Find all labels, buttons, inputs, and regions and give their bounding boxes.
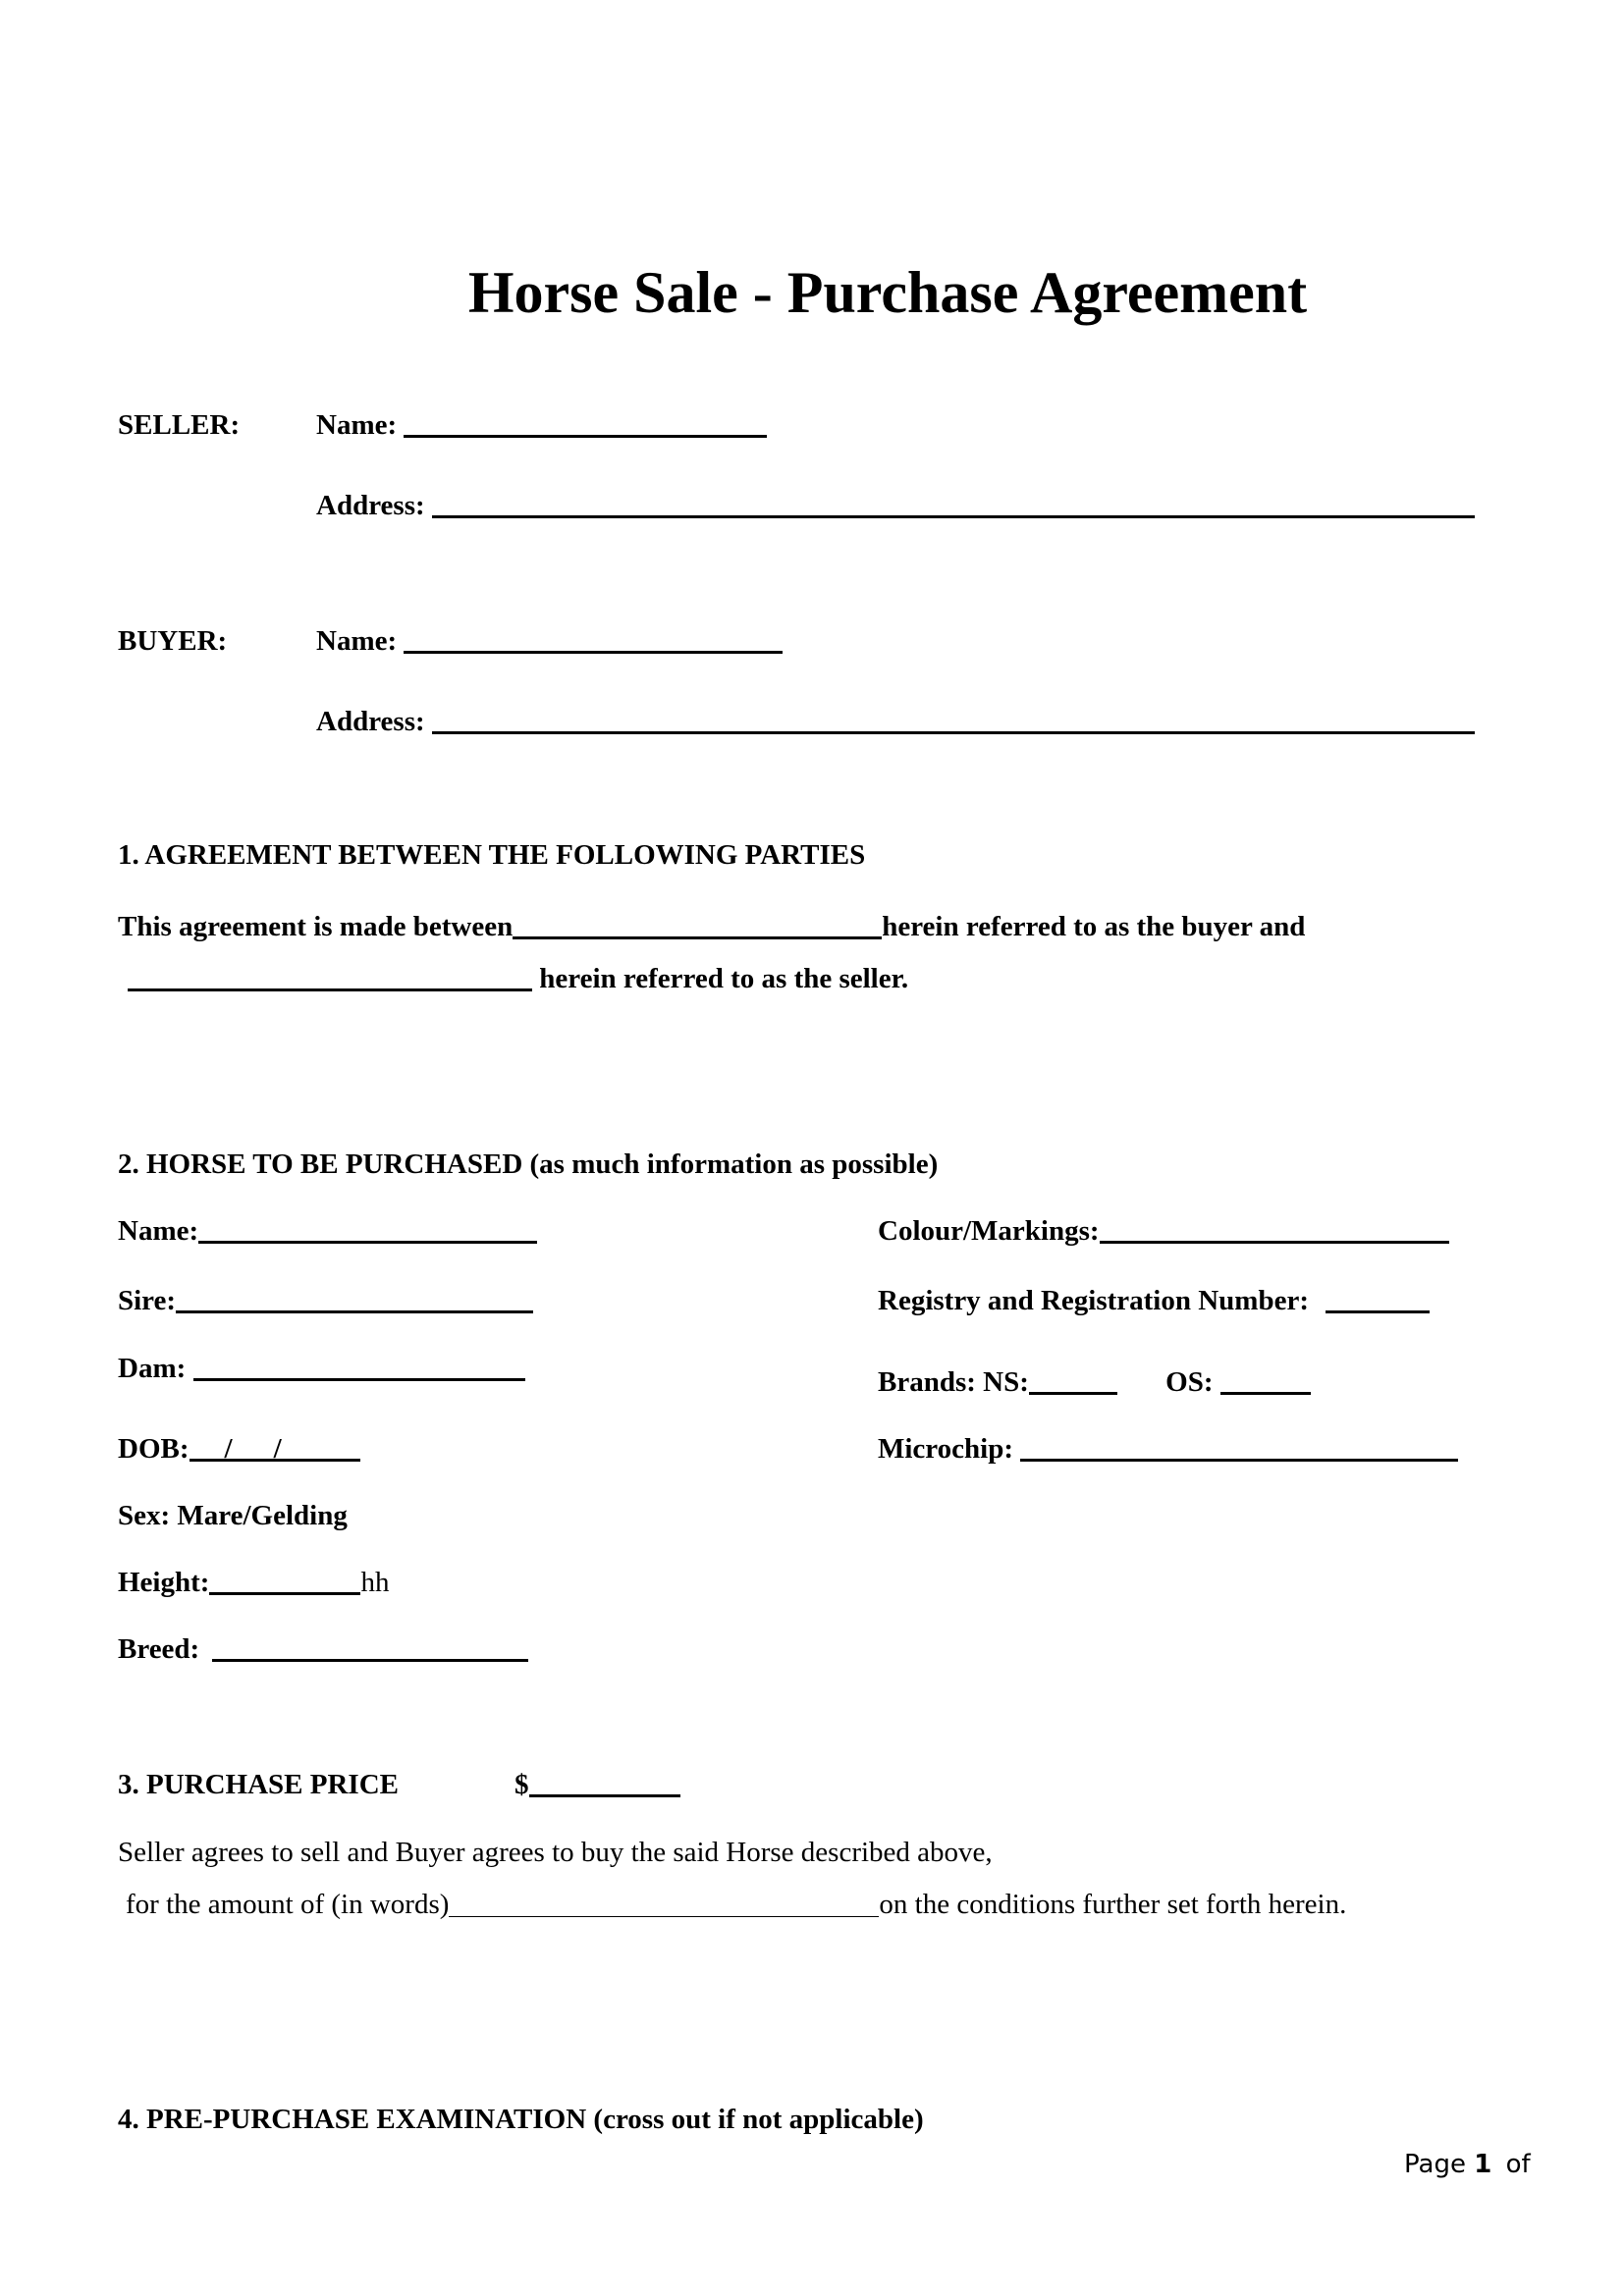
dob-day-field[interactable] xyxy=(189,1431,225,1462)
seller-address-row xyxy=(316,488,1475,523)
seller-label: SELLER: xyxy=(118,409,241,441)
horse-name-row xyxy=(118,1213,537,1249)
buyer-name-label: Name: xyxy=(316,625,398,657)
page-prefix: Page xyxy=(1404,2150,1466,2179)
brands-ns-field[interactable] xyxy=(1029,1364,1117,1395)
dam-row xyxy=(118,1351,525,1386)
page-number: 1 xyxy=(1474,2150,1492,2179)
dam-field[interactable] xyxy=(193,1351,525,1381)
colour-row xyxy=(878,1213,1449,1249)
dob-separator: / xyxy=(273,1433,282,1465)
section1-line1-start: This agreement is made between xyxy=(118,911,514,942)
section1-line2 xyxy=(128,961,908,996)
sire-field[interactable] xyxy=(176,1283,533,1313)
page-of: of xyxy=(1505,2150,1531,2179)
microchip-label: Microchip: xyxy=(878,1433,1013,1465)
buyer-label: BUYER: xyxy=(118,625,228,657)
dob-month-field[interactable] xyxy=(233,1431,274,1462)
price-field[interactable] xyxy=(529,1767,680,1797)
buyer-name-row xyxy=(316,623,783,659)
price-row xyxy=(514,1767,680,1802)
height-unit: hh xyxy=(360,1567,390,1598)
section3-line1: Seller agrees to sell and Buyer agrees to buy the said Horse described above, xyxy=(118,1837,993,1868)
dob-separator: / xyxy=(224,1433,233,1465)
dob-label: DOB: xyxy=(118,1433,189,1465)
section4-heading: 4. PRE-PURCHASE EXAMINATION (cross out if not applicable) xyxy=(118,2104,924,2135)
section2-heading: 2. HORSE TO BE PURCHASED (as much information as possible) xyxy=(118,1148,939,1180)
currency-symbol: $ xyxy=(514,1769,529,1800)
seller-name-label: Name: xyxy=(316,409,398,441)
colour-label: Colour/Markings: xyxy=(878,1215,1100,1247)
colour-field[interactable] xyxy=(1100,1213,1449,1244)
registry-field[interactable] xyxy=(1326,1283,1430,1313)
microchip-row xyxy=(878,1431,1458,1467)
amount-in-words-field[interactable] xyxy=(449,1889,879,1917)
seller-party-field[interactable] xyxy=(128,961,532,991)
buyer-address-label: Address: xyxy=(316,706,425,737)
brands-ns-label: Brands: NS: xyxy=(878,1366,1029,1398)
dob-row xyxy=(118,1431,360,1467)
breed-row xyxy=(118,1631,528,1667)
brands-os-field[interactable] xyxy=(1220,1364,1311,1395)
registry-label: Registry and Registration Number: xyxy=(878,1285,1309,1316)
height-row xyxy=(118,1565,389,1600)
buyer-address-row xyxy=(316,704,1475,739)
section1-line1-end: herein referred to as the buyer and xyxy=(882,911,1306,942)
section1-line2-end: herein referred to as the seller. xyxy=(539,963,909,994)
sire-row xyxy=(118,1283,533,1318)
microchip-field[interactable] xyxy=(1020,1431,1458,1462)
section3-heading: 3. PURCHASE PRICE xyxy=(118,1769,399,1800)
seller-name-field[interactable] xyxy=(404,407,767,438)
seller-name-row xyxy=(316,407,767,443)
height-field[interactable] xyxy=(209,1565,360,1595)
section1-line1 xyxy=(118,909,1305,944)
page-number-footer xyxy=(1404,2149,1531,2180)
horse-name-label: Name: xyxy=(118,1215,199,1247)
buyer-party-field[interactable] xyxy=(513,909,882,939)
buyer-name-field[interactable] xyxy=(404,623,783,654)
brands-os-label: OS: xyxy=(1165,1366,1214,1398)
seller-address-field[interactable] xyxy=(432,488,1475,518)
sire-label: Sire: xyxy=(118,1285,177,1316)
sex-label[interactable]: Sex: Mare/Gelding xyxy=(118,1500,348,1531)
dob-year-field[interactable] xyxy=(282,1431,360,1462)
horse-name-field[interactable] xyxy=(198,1213,537,1244)
section3-line2-start: for the amount of (in words) xyxy=(126,1889,450,1920)
breed-field[interactable] xyxy=(212,1631,528,1662)
document-title: Horse Sale - Purchase Agreement xyxy=(467,260,1308,325)
dam-label: Dam: xyxy=(118,1353,187,1384)
section3-line2 xyxy=(126,1887,1346,1922)
breed-label: Breed: xyxy=(118,1633,200,1665)
buyer-address-field[interactable] xyxy=(432,704,1475,734)
registry-row xyxy=(878,1283,1430,1318)
section1-heading: 1. AGREEMENT BETWEEN THE FOLLOWING PARTIES xyxy=(118,839,866,871)
seller-address-label: Address: xyxy=(316,490,425,521)
height-label: Height: xyxy=(118,1567,210,1598)
brands-row xyxy=(878,1364,1311,1400)
section3-line2-end: on the conditions further set forth herein. xyxy=(879,1889,1347,1920)
